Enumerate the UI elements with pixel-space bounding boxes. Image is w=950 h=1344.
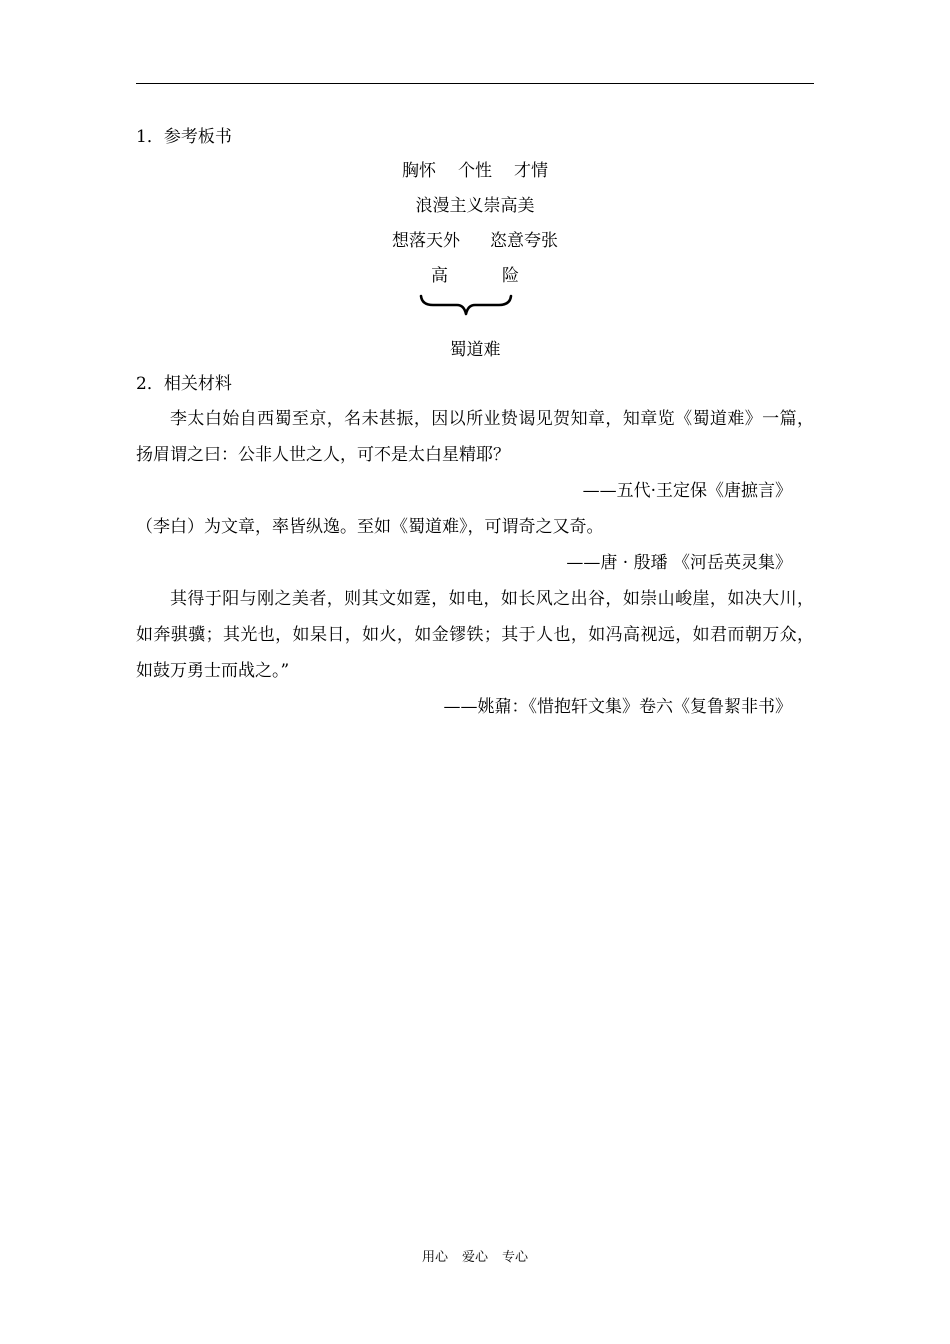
- board-term: 险: [502, 266, 519, 286]
- board-term: 恣意夸张: [490, 231, 558, 251]
- board-term: 想落天外: [392, 231, 460, 251]
- page-footer: [0, 1246, 950, 1265]
- board-term: 个性: [458, 161, 492, 181]
- board-line-4: [136, 259, 814, 294]
- section-heading-materials: 2．相关材料: [136, 374, 232, 394]
- quote-source: ——唐 · 殷璠 《河岳英灵集》: [566, 553, 792, 573]
- footer-text: 用心: [421, 1250, 448, 1265]
- board-term: 高: [431, 266, 448, 286]
- board-result: 蜀道难: [449, 340, 501, 360]
- document-body: [136, 120, 814, 725]
- header-rule: [136, 83, 814, 84]
- curly-brace-icon: [419, 294, 513, 316]
- quote-paragraph: （李白）为文章，率皆纵逸。至如《蜀道难》，可谓奇之又奇。: [136, 517, 604, 537]
- board-line-2: 浪漫主义崇高美: [415, 196, 535, 216]
- footer-text: 爱心: [461, 1250, 488, 1265]
- quote-source: ——五代·王定保《唐摭言》: [582, 481, 792, 501]
- quote-paragraph: 其得于阳与刚之美者，则其文如霆，如电，如长风之出谷，如崇山峻崖，如决大川，如奔骐骥；其光也，如杲日，如火，如金镠铁；其于人也，如冯高视远，如君而朝万众，如鼓万勇士而战之。”: [136, 589, 814, 681]
- section-heading-blackboard: 1．参考板书: [136, 127, 232, 147]
- board-line-1: [136, 154, 814, 189]
- footer-text: 专心: [502, 1250, 529, 1265]
- quote-source: ——姚鼐：《惜抱轩文集》卷六《复鲁絜非书》: [443, 697, 792, 717]
- brace-container: [136, 294, 814, 330]
- board-term: 才情: [514, 161, 548, 181]
- quote-paragraph: 李太白始自西蜀至京，名未甚振，因以所业贽谒见贺知章，知章览《蜀道难》一篇，扬眉谓之曰：公非人世之人，可不是太白星精耶？: [136, 409, 814, 465]
- board-line-3: [136, 224, 814, 259]
- board-term: 胸怀: [402, 161, 436, 181]
